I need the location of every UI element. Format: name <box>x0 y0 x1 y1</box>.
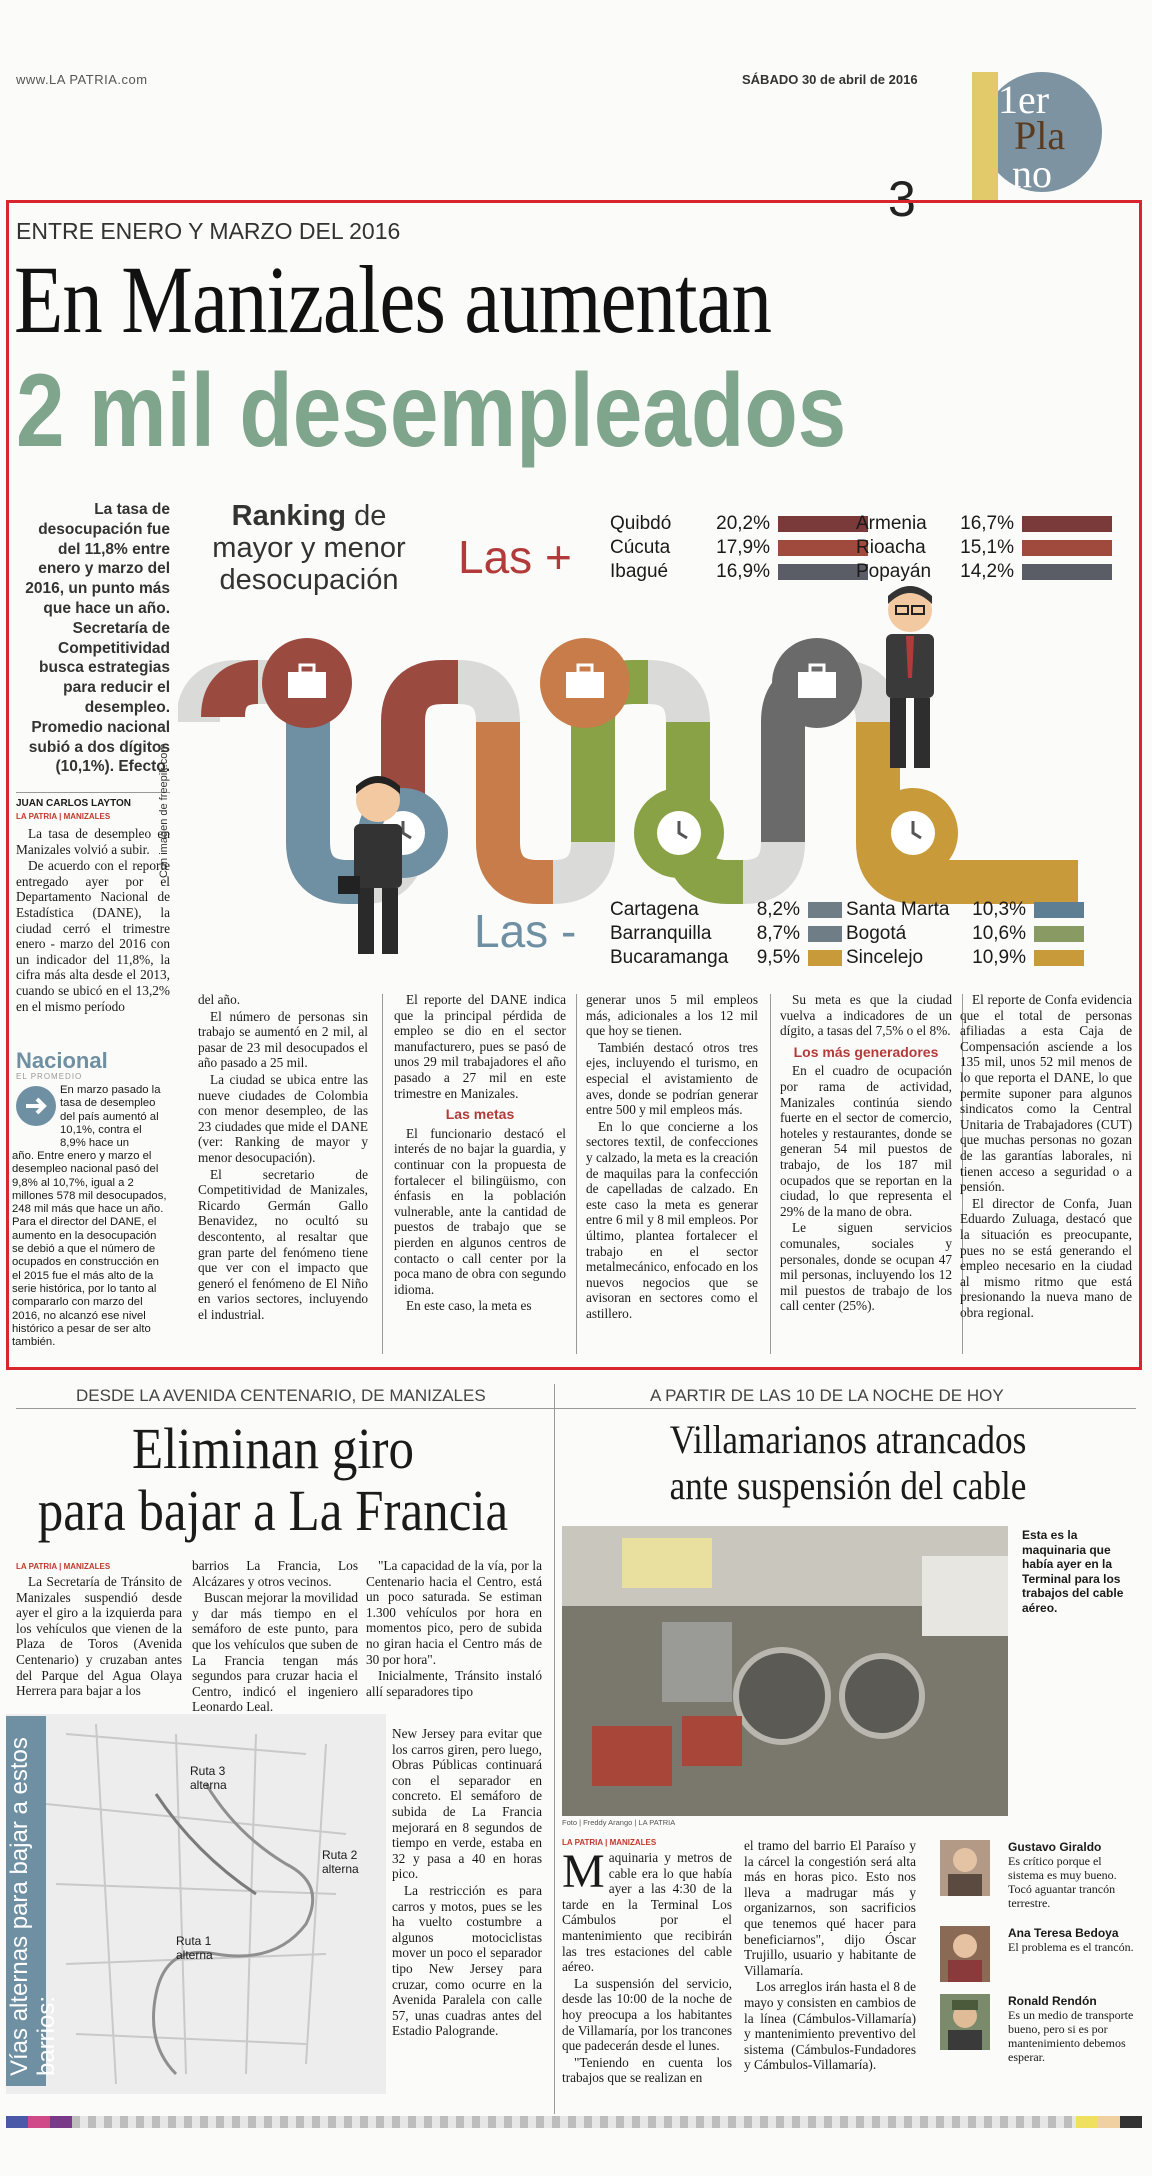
story3-headline-1: Villamarianos atrancados <box>669 1417 1027 1462</box>
lowest-row <box>610 922 842 946</box>
avatar <box>940 1926 990 1982</box>
main-col-2-p2: La ciudad se ubica entre las nueve ciudades de Colombia con menor desempleo, de las 23 ciudades que mide el DANE (ver: Ranking de mayor y menor desocupación). <box>198 1071 368 1165</box>
section-logo-text-1: 1er <box>998 77 1050 122</box>
story2-col-1-p1: La Secretaría de Tránsito de Manizales suspendió desde ayer el giro a la izquierda para los vehículos que vienen de la Plaza de Toros (Avenida Centenario) y cruzaban antes del Parque del Agua Olaya Herrera para bajar a los <box>16 1574 182 1699</box>
main-col-3 <box>394 992 566 1315</box>
photo-credit: Foto | Freddy Arango | LA PATRIA <box>562 1818 676 1827</box>
ranking-title-de: de <box>354 500 387 532</box>
comment-name: Gustavo Giraldo <box>1008 1840 1102 1854</box>
story2-headline-1: Eliminan giro <box>131 1416 415 1481</box>
story2-col-3-p2: Inicialmente, Tránsito instaló allí separadores tipo <box>366 1668 542 1699</box>
comment-3 <box>940 1994 1136 2064</box>
lowest-swatch <box>1034 926 1084 942</box>
lowest-row <box>846 898 1084 922</box>
story2-col-2 <box>192 1558 358 1716</box>
story2-col-3-p4: La restricción es para carros y motos, pues se les ha vuelto costumbre a algunos motociclistas mover un poco el separador tipo New Jersey para cruzar, como ocurre en la Avenida Paralela con calle 57, unas cuadras antes del Estadio Palogrande. <box>392 1882 542 2039</box>
story2-kicker: DESDE LA AVENIDA CENTENARIO, DE MANIZALES <box>76 1386 486 1405</box>
main-col-4-start: generar unos 5 mil empleos más, adicionales a los 12 mil que hoy se tienen. <box>586 992 758 1039</box>
story3-col-2-p1: el tramo del barrio El Paraíso y la cárcel la congestión será alta más en horas pico. Esto nos lleva a madrugar más y organizarnos, son sacrificios que tenemos qué hacer para beneficiarnos", dijo Óscar Trujillo, usuario y habitante de Villamaría. <box>744 1838 916 1978</box>
kicker-rule <box>16 1408 1136 1409</box>
ranking-title-2: mayor y menor <box>212 532 406 564</box>
highest-city: Popayán <box>856 561 932 582</box>
avatar <box>940 1840 990 1896</box>
highest-swatch <box>778 564 868 580</box>
avatar <box>940 1994 990 2050</box>
lowest-value: 10,9% <box>972 947 1026 968</box>
clock-icon <box>868 788 958 878</box>
main-col-1 <box>16 826 170 1015</box>
briefcase-icon <box>540 638 630 728</box>
color-bar <box>6 2116 1142 2128</box>
clock-icon <box>634 788 724 878</box>
story3-col-2-p2: Los arreglos irán hasta el 8 de mayo y consisten en cambios de la línea (Cámbulos-Villamaría) y mantenimiento preventivo del sistema (Cámbulos-Fundadores y Cámbulos-Villamaría). <box>744 1979 916 2073</box>
story2-col-3-p3: New Jersey para evitar que los carros giren, pero luego, Obras Públicas continuará con el separador en concreto. El semáforo de subida de La Francia mejorará en 8 segundos de tiempo en verde, estaba en 32 y pasa a 40 en horas pico. <box>392 1726 542 1882</box>
highest-value: 20,2% <box>716 513 770 534</box>
lowest-swatch <box>1034 950 1084 966</box>
story3-col-1-p2: "Teniendo en cuenta los trabajos que se realizan en <box>562 2054 732 2086</box>
lowest-value: 10,6% <box>972 923 1026 944</box>
main-col-2-p1: El número de personas sin trabajo se aumentó en 2 mil, al pasar de 23 mil desocupados el año pasado a 25 mil. <box>198 1008 368 1071</box>
comment-text: Es un medio de transporte bueno, pero si es por mantenimiento debemos esperar. <box>1008 2008 1134 2064</box>
main-col-4-p1: También destacó otros tres ejes, incluyendo el turismo, en especial el avistamiento de aves, donde se podrían generar entre 500 y mil empleos más. <box>586 1039 758 1118</box>
main-col-5-p1: Su meta es que la ciudad vuelva a indicadores de un dígito, a tasas del 7,5% o el 8%. <box>780 992 952 1039</box>
subhead-generadores: Los más generadores <box>793 1043 939 1060</box>
site-url[interactable]: www.LA PATRIA.com <box>16 72 148 87</box>
main-col-6 <box>960 992 1132 1321</box>
subhead-las-metas: Las metas <box>445 1106 515 1123</box>
lowest-value: 8,2% <box>756 899 800 920</box>
highest-value: 14,2% <box>960 561 1014 582</box>
story3-dropcap: M <box>562 1845 605 1898</box>
comment-name: Ana Teresa Bedoya <box>1008 1926 1119 1940</box>
main-headline: En Manizales aumentan <box>14 246 772 353</box>
lowest-list-right <box>846 898 1084 970</box>
highest-swatch <box>1022 516 1112 532</box>
page-number: 3 <box>888 171 916 227</box>
main-col-2-start: del año. <box>198 992 241 1007</box>
story3-photo <box>562 1526 1008 1816</box>
main-kicker: ENTRE ENERO Y MARZO DEL 2016 <box>16 218 401 244</box>
issue-date: SÁBADO 30 de abril de 2016 <box>742 72 918 87</box>
story3-kicker: A PARTIR DE LAS 10 DE LA NOCHE DE HOY <box>650 1386 1004 1405</box>
ranking-title-bold: Ranking <box>231 500 347 532</box>
section-logo-text-3: no <box>1012 151 1052 196</box>
label-lowest: Las - <box>474 905 577 957</box>
routes-map <box>6 1714 386 2094</box>
highest-city: Rioacha <box>856 537 926 558</box>
story2-col-1 <box>16 1574 182 1700</box>
highest-value: 16,9% <box>716 561 770 582</box>
main-col-3-p2: El funcionario destacó el interés de no bajar la guardia, y continuar con la propuesta de fortalecer el bilingüismo, con énfasis en la población vulnerable, ante la cantidad de puestos de trabajo que se pierden en algunos centros de contacto o call center por la poca mano de obra con segundo idioma. <box>394 1125 566 1297</box>
col-rule <box>382 994 383 1354</box>
lowest-value: 8,7% <box>756 923 800 944</box>
highest-city: Armenia <box>856 513 927 534</box>
main-col-5 <box>780 992 952 1315</box>
story-divider <box>554 1384 555 2114</box>
nacional-subtitle: EL PROMEDIO <box>16 1072 83 1081</box>
main-col-5-p3: Le siguen servicios comunales, sociales y personales, donde se ocupan 47 mil personas, incluyendo los 12 mil puestos de trabajo de los call center (25%). <box>780 1220 952 1314</box>
highest-row <box>856 560 1112 584</box>
highest-row <box>856 536 1112 560</box>
highest-list-left <box>610 512 868 584</box>
main-col-3-p1: El reporte del DANE indica que la principal pérdida de empleo se dio en el sector manufacturero, pues se pasó de unos 29 mil trabajadores el año pasado a 27 mil en este trimestre en Manizales. <box>394 992 566 1101</box>
highest-swatch <box>778 516 868 532</box>
col-rule <box>770 994 771 1354</box>
highest-row <box>610 512 868 536</box>
lowest-city: Barranquilla <box>610 923 712 944</box>
highest-list-right <box>856 512 1112 584</box>
story3-col-1-p1: La suspensión del servicio, desde las 10:00 de la noche de hoy preocupa a los habitantes de Villamaría, por los trancones que padecerán desde el lunes. <box>562 1975 732 2054</box>
highest-row <box>610 536 868 560</box>
route-3-label: Ruta 3 alterna <box>190 1764 227 1792</box>
lowest-city: Bucaramanga <box>610 947 729 968</box>
lowest-city: Sincelejo <box>846 947 924 968</box>
main-headline-green: 2 mil desempleados <box>16 353 847 469</box>
highest-city: Cúcuta <box>610 537 671 558</box>
story2-col-2-p2: Buscan mejorar la movilidad y dar más tiempo en el semáforo de este punto, para que los vehículos que suben de La Francia tengan más segundos para cruzar hacia el Centro, indicó el ingeniero Leonardo Leal. <box>192 1590 358 1715</box>
comment-text: Es crítico porque el sistema es muy bueno. Tocó aguantar trancón terrestre. <box>1008 1854 1117 1910</box>
ranking-title-3: desocupación <box>219 564 399 596</box>
main-col-5-p2: En el cuadro de ocupación por rama de actividad, Manizales continúa siendo fuerte en el sector de comercio, hoteles y restaurantes, donde se generan 54 mil puestos de trabajo, de los 187 mil ocupados que se reportan en la ciudad, lo que representa el 29% de la mano de obra. <box>780 1063 952 1219</box>
highest-swatch <box>1022 540 1112 556</box>
ranking-title <box>204 500 414 596</box>
route-2-label: Ruta 2 alterna <box>322 1848 359 1876</box>
story3-headline-2: ante suspensión del cable <box>669 1463 1027 1508</box>
image-credit: Con imagen de freepik.com <box>158 743 170 878</box>
nacional-title: Nacional <box>16 1048 108 1073</box>
comment-name: Ronald Rendón <box>1008 1994 1097 2008</box>
main-col-3-p3: En este caso, la meta es <box>406 1298 532 1314</box>
comment-1 <box>940 1840 1136 1910</box>
lowest-value: 10,3% <box>972 899 1026 920</box>
section-logo <box>972 72 1112 202</box>
main-col-2-p3: El secretario de Competitividad de Manizales, Ricardo Germán Gallo Benavidez, no ocultó su descontento, al resaltar que gran parte del fenómeno tiene que ver con el impacto que generó el fenómeno de El Niño en varios sectores, incluyendo el industrial. <box>198 1166 368 1322</box>
lowest-swatch <box>808 926 842 942</box>
route-1-label: Ruta 1 alterna <box>176 1934 213 1962</box>
lowest-value: 9,5% <box>756 947 800 968</box>
main-col-4-p2: En lo que concierne a los sectores textil, de confecciones y calzado, la meta es la creación de maquilas para la confección de capelladas de calzado. En este caso la meta es generar entre 6 mil y 8 mil empleos. Por último, plantea fortalecer el trabajo en el sector metalmecánico, enfocado en los nuevos negocios que se avisoran en sectores como el astillero. <box>586 1118 758 1321</box>
section-logo-band <box>972 72 998 202</box>
main-byline: JUAN CARLOS LAYTON <box>16 798 132 809</box>
briefcase-icon <box>772 638 862 728</box>
lowest-swatch <box>808 950 842 966</box>
lowest-city: Cartagena <box>610 899 699 920</box>
story3-col-2 <box>744 1838 916 2074</box>
highest-swatch <box>778 540 868 556</box>
briefcase-icon <box>262 638 352 728</box>
story3-col-1-first: aquinaria y metros de cable era lo que había ayer a las 4:30 de la tarde en la Terminal Los Cámbulos por el mantenimiento que recibirán las tres estaciones del cable aéreo. <box>562 1850 732 1975</box>
main-col-1-p2: De acuerdo con el reporte entregado ayer por el Departamento Nacional de Estadística (DANE), la ciudad cerró el trimestre enero - marzo del 2016 con un indicador del 11,8%, la cifra más alta desde el 2013, cuando se ubicó en el 13,2% en el mismo período <box>16 858 170 1014</box>
nacional-intro: En marzo pasado la tasa de desempleo del país aumentó al 10,1%, contra el 8,9% hace un <box>60 1084 161 1150</box>
photo-caption: Esta es la maquinaria que había ayer en la Terminal para los trabajos del cable aéreo. <box>1022 1528 1124 1615</box>
highest-row <box>856 512 1112 536</box>
main-col-6-p1: El reporte de Confa evidencia que el total de personas afiliadas a esta Caja de Compensación asciende a los 135 mil, unos 52 mil menos de lo que reporta el DANE, lo que permite suponer para algunos sindicatos como la Central Unitaria de Trabajadores (CUT) que muchas personas no gozan de las garantías laborales, ni tienen acceso a seguridad o a pensión. <box>960 992 1132 1195</box>
lead-divider <box>16 792 170 793</box>
nacional-arrow-icon <box>16 1086 56 1126</box>
story2-col-3a <box>366 1558 542 1700</box>
main-col-2 <box>198 992 368 1323</box>
section-logo-text-2: Pla <box>1014 113 1066 158</box>
comment-2 <box>940 1926 1136 1954</box>
main-col-1-p1: La tasa de desempleo en Manizales volvió a subir. <box>16 826 170 857</box>
highest-value: 16,7% <box>960 513 1014 534</box>
highest-city: Quibdó <box>610 513 672 534</box>
highest-row <box>610 560 868 584</box>
businessman-icon <box>868 582 952 782</box>
main-col-6-p2: El director de Confa, Juan Eduardo Zuluaga, destacó que la situación es preocupante, pues no se está generando el empleo necesario en la ciudad al mismo ritmo que está presionando la nueva mano de obra regional. <box>960 1195 1132 1320</box>
highest-city: Ibagué <box>610 561 669 582</box>
businessman-icon <box>336 772 420 962</box>
story2-headline-2: para bajar a La Francia <box>37 1478 509 1543</box>
lowest-city: Bogotá <box>846 923 907 944</box>
story2-col-2-p1: barrios La Francia, Los Alcázares y otros vecinos. <box>192 1558 358 1589</box>
main-brand: LA PATRIA | MANIZALES <box>16 812 111 821</box>
story3-brand: LA PATRIA | MANIZALES <box>562 1838 657 1847</box>
lowest-swatch <box>1034 902 1084 918</box>
label-highest: Las + <box>458 531 572 583</box>
highest-value: 15,1% <box>960 537 1014 558</box>
story2-col-3-p1: "La capacidad de la vía, por la Centenario hacia el Centro, está un poco saturada. Se estiman 1.300 vehículos por hora en momentos pico, pero de subida no giran hacia el Centro más de 30 por hora". <box>366 1558 542 1667</box>
lowest-row <box>846 922 1084 946</box>
col-rule <box>576 994 577 1354</box>
nacional-body: año. Entre enero y marzo el desempleo nacional pasó del 9,8% al 10,7%, igual a 2 millones 578 mil desocupados, 248 mil más que hace un año. Para el director del DANE, el aumento en la desocupación se debió a que el número de ocupados en construcción en el 2015 fue el más alto de la serie histórica, por lo tanto al compararlo con marzo del 2016, no alcanzó ese nivel histórico a pesar de ser alto también. <box>12 1150 167 1349</box>
highest-value: 17,9% <box>716 537 770 558</box>
map-title: Vías alternas para bajar a estos barrios: <box>6 1716 46 2086</box>
story2-col-3b <box>392 1726 542 2040</box>
lowest-row <box>610 946 842 970</box>
ranking-infographic <box>158 492 1108 992</box>
main-lead: La tasa de desocupación fue del 11,8% entre enero y marzo del 2016, un punto más que hace un año. Secretaría de Competitividad busca estrategias para reducir el desempleo. Promedio nacional subió a dos dígitos (10,1%). Efecto. <box>25 501 170 776</box>
lowest-list-left <box>610 898 842 970</box>
comment-text: El problema es el trancón. <box>1008 1940 1134 1954</box>
main-col-4 <box>586 992 758 1322</box>
story2-brand: LA PATRIA | MANIZALES <box>16 1562 111 1571</box>
photo-illustration <box>562 1526 1008 1816</box>
highest-swatch <box>1022 564 1112 580</box>
lowest-row <box>610 898 842 922</box>
lowest-row <box>846 946 1084 970</box>
lowest-swatch <box>808 902 842 918</box>
story3-col-1 <box>562 1845 732 2087</box>
lowest-city: Santa Marta <box>846 899 950 920</box>
